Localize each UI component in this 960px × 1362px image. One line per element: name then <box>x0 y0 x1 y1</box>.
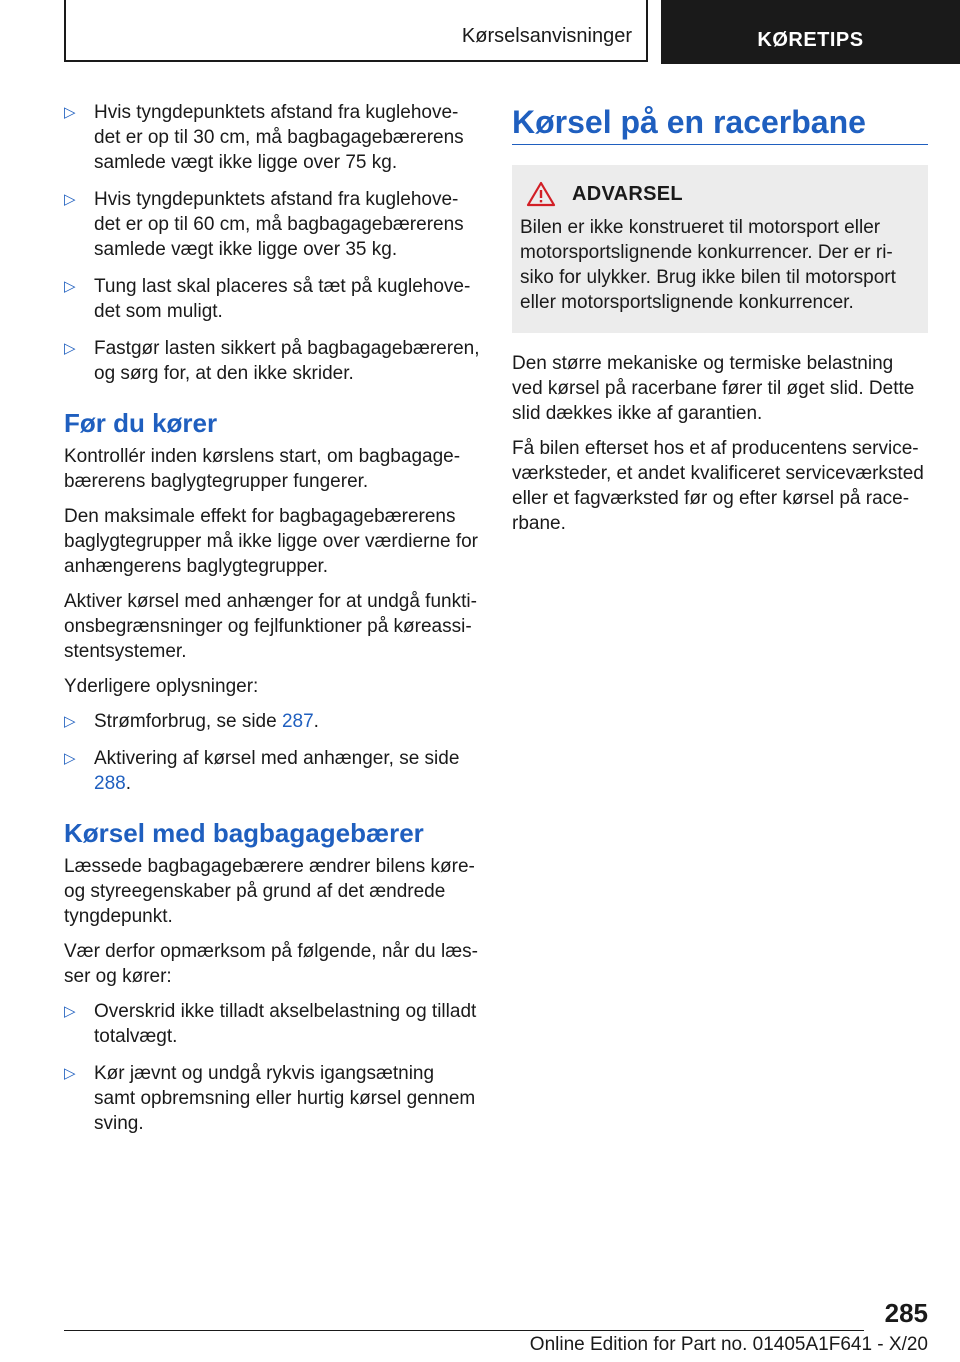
paragraph: Få bilen efterset hos et af producentens service-værksteder, et andet kvalificeret serviceværksted eller et fagværksted før og efter kørsel på race-rbane. <box>512 438 924 534</box>
list-item: ▷ Aktivering af kørsel med anhænger, se side 288. <box>64 748 460 794</box>
section-title: Kørselsanvisninger <box>64 0 648 62</box>
right-column <box>512 100 928 546</box>
footer-divider <box>64 1330 864 1331</box>
page-title: Kørsel på en racerbane <box>512 104 866 140</box>
paragraph: Den maksimale effekt for bagbagagebærerens baglygtegrupper må ikke ligge over værdierne for anhængerens baglygtegrupper. <box>64 506 478 577</box>
page-link-288[interactable]: 288 <box>94 773 126 794</box>
bullet-list-weight <box>64 100 480 386</box>
triangle-bullet-icon: ▷ <box>64 340 76 357</box>
left-column <box>64 100 480 1150</box>
bullet-list-driving <box>64 999 480 1136</box>
list-item: ▷ Hvis tyngdepunktets afstand fra kuglehove-det er op til 60 cm, må bagbagagebærerens samlede vægt ikke ligge over 35 kg. <box>64 189 464 260</box>
triangle-bullet-icon: ▷ <box>64 1065 76 1082</box>
section-heading-rear-carrier: Kørsel med bagbagagebærer <box>64 818 424 848</box>
list-item: ▷ Strømforbrug, se side 287. <box>64 711 319 732</box>
triangle-bullet-icon: ▷ <box>64 104 76 121</box>
list-item: ▷ Tung last skal placeres så tæt på kuglehove-det som muligt. <box>64 276 471 322</box>
page-link-287[interactable]: 287 <box>281 711 314 732</box>
list-item: ▷ Kør jævnt og undgå rykvis igangsætning samt opbremsning eller hurtig kørsel gennem sving. <box>64 1063 476 1134</box>
paragraph: Yderligere oplysninger: <box>64 676 259 697</box>
warning-box <box>512 165 928 333</box>
paragraph: Den større mekaniske og termiske belastning ved kørsel på racerbane fører til øget slid. Dette slid dækkes ikke af garantien. <box>512 353 915 424</box>
bullet-list-references <box>64 709 480 796</box>
page-number: 285 <box>884 1298 928 1328</box>
chapter-tab: KØRETIPS <box>661 0 960 64</box>
list-item: ▷ Fastgør lasten sikkert på bagbagagebæreren, og sørg for, at den ikke skrider. <box>64 338 480 384</box>
triangle-bullet-icon: ▷ <box>64 1003 76 1020</box>
page-header <box>0 0 960 66</box>
warning-text: Bilen er ikke konstrueret til motorsport eller motorsportslignende konkurrencer. Der er ri-siko for ulykker. Brug ikke bilen til motorsport eller motorsportslignende konkurrencer. <box>520 217 896 313</box>
edition-footer: Online Edition for Part no. 01405A1F641 - X/20 <box>529 1334 928 1355</box>
paragraph: Vær derfor opmærksom på følgende, når du læs-ser og kører: <box>64 941 478 987</box>
triangle-bullet-icon: ▷ <box>64 278 76 295</box>
paragraph: Kontrollér inden kørslens start, om bagbagage-bærerens baglygtegrupper fungerer. <box>64 446 461 492</box>
paragraph: Læssede bagbagagebærere ændrer bilens køre- og styreegenskaber på grund af det ændrede tyngdepunkt. <box>64 856 475 927</box>
triangle-bullet-icon: ▷ <box>64 191 76 208</box>
triangle-bullet-icon: ▷ <box>64 750 76 767</box>
list-item: ▷ Hvis tyngdepunktets afstand fra kuglehove-det er op til 30 cm, må bagbagagebærerens samlede vægt ikke ligge over 75 kg. <box>64 102 464 173</box>
section-heading-before-driving: Før du kører <box>64 408 218 438</box>
warning-label: ADVARSEL <box>572 182 683 205</box>
list-item: ▷ Overskrid ikke tilladt akselbelastning og tilladt totalvægt. <box>64 1001 477 1047</box>
triangle-bullet-icon: ▷ <box>64 713 76 730</box>
title-divider <box>512 144 928 145</box>
warning-triangle-icon <box>526 181 556 207</box>
paragraph: Aktiver kørsel med anhænger for at undgå funkti-onsbegrænsninger og fejlfunktioner på køreassi-stentsystemer. <box>64 591 477 662</box>
warning-header <box>520 181 920 207</box>
